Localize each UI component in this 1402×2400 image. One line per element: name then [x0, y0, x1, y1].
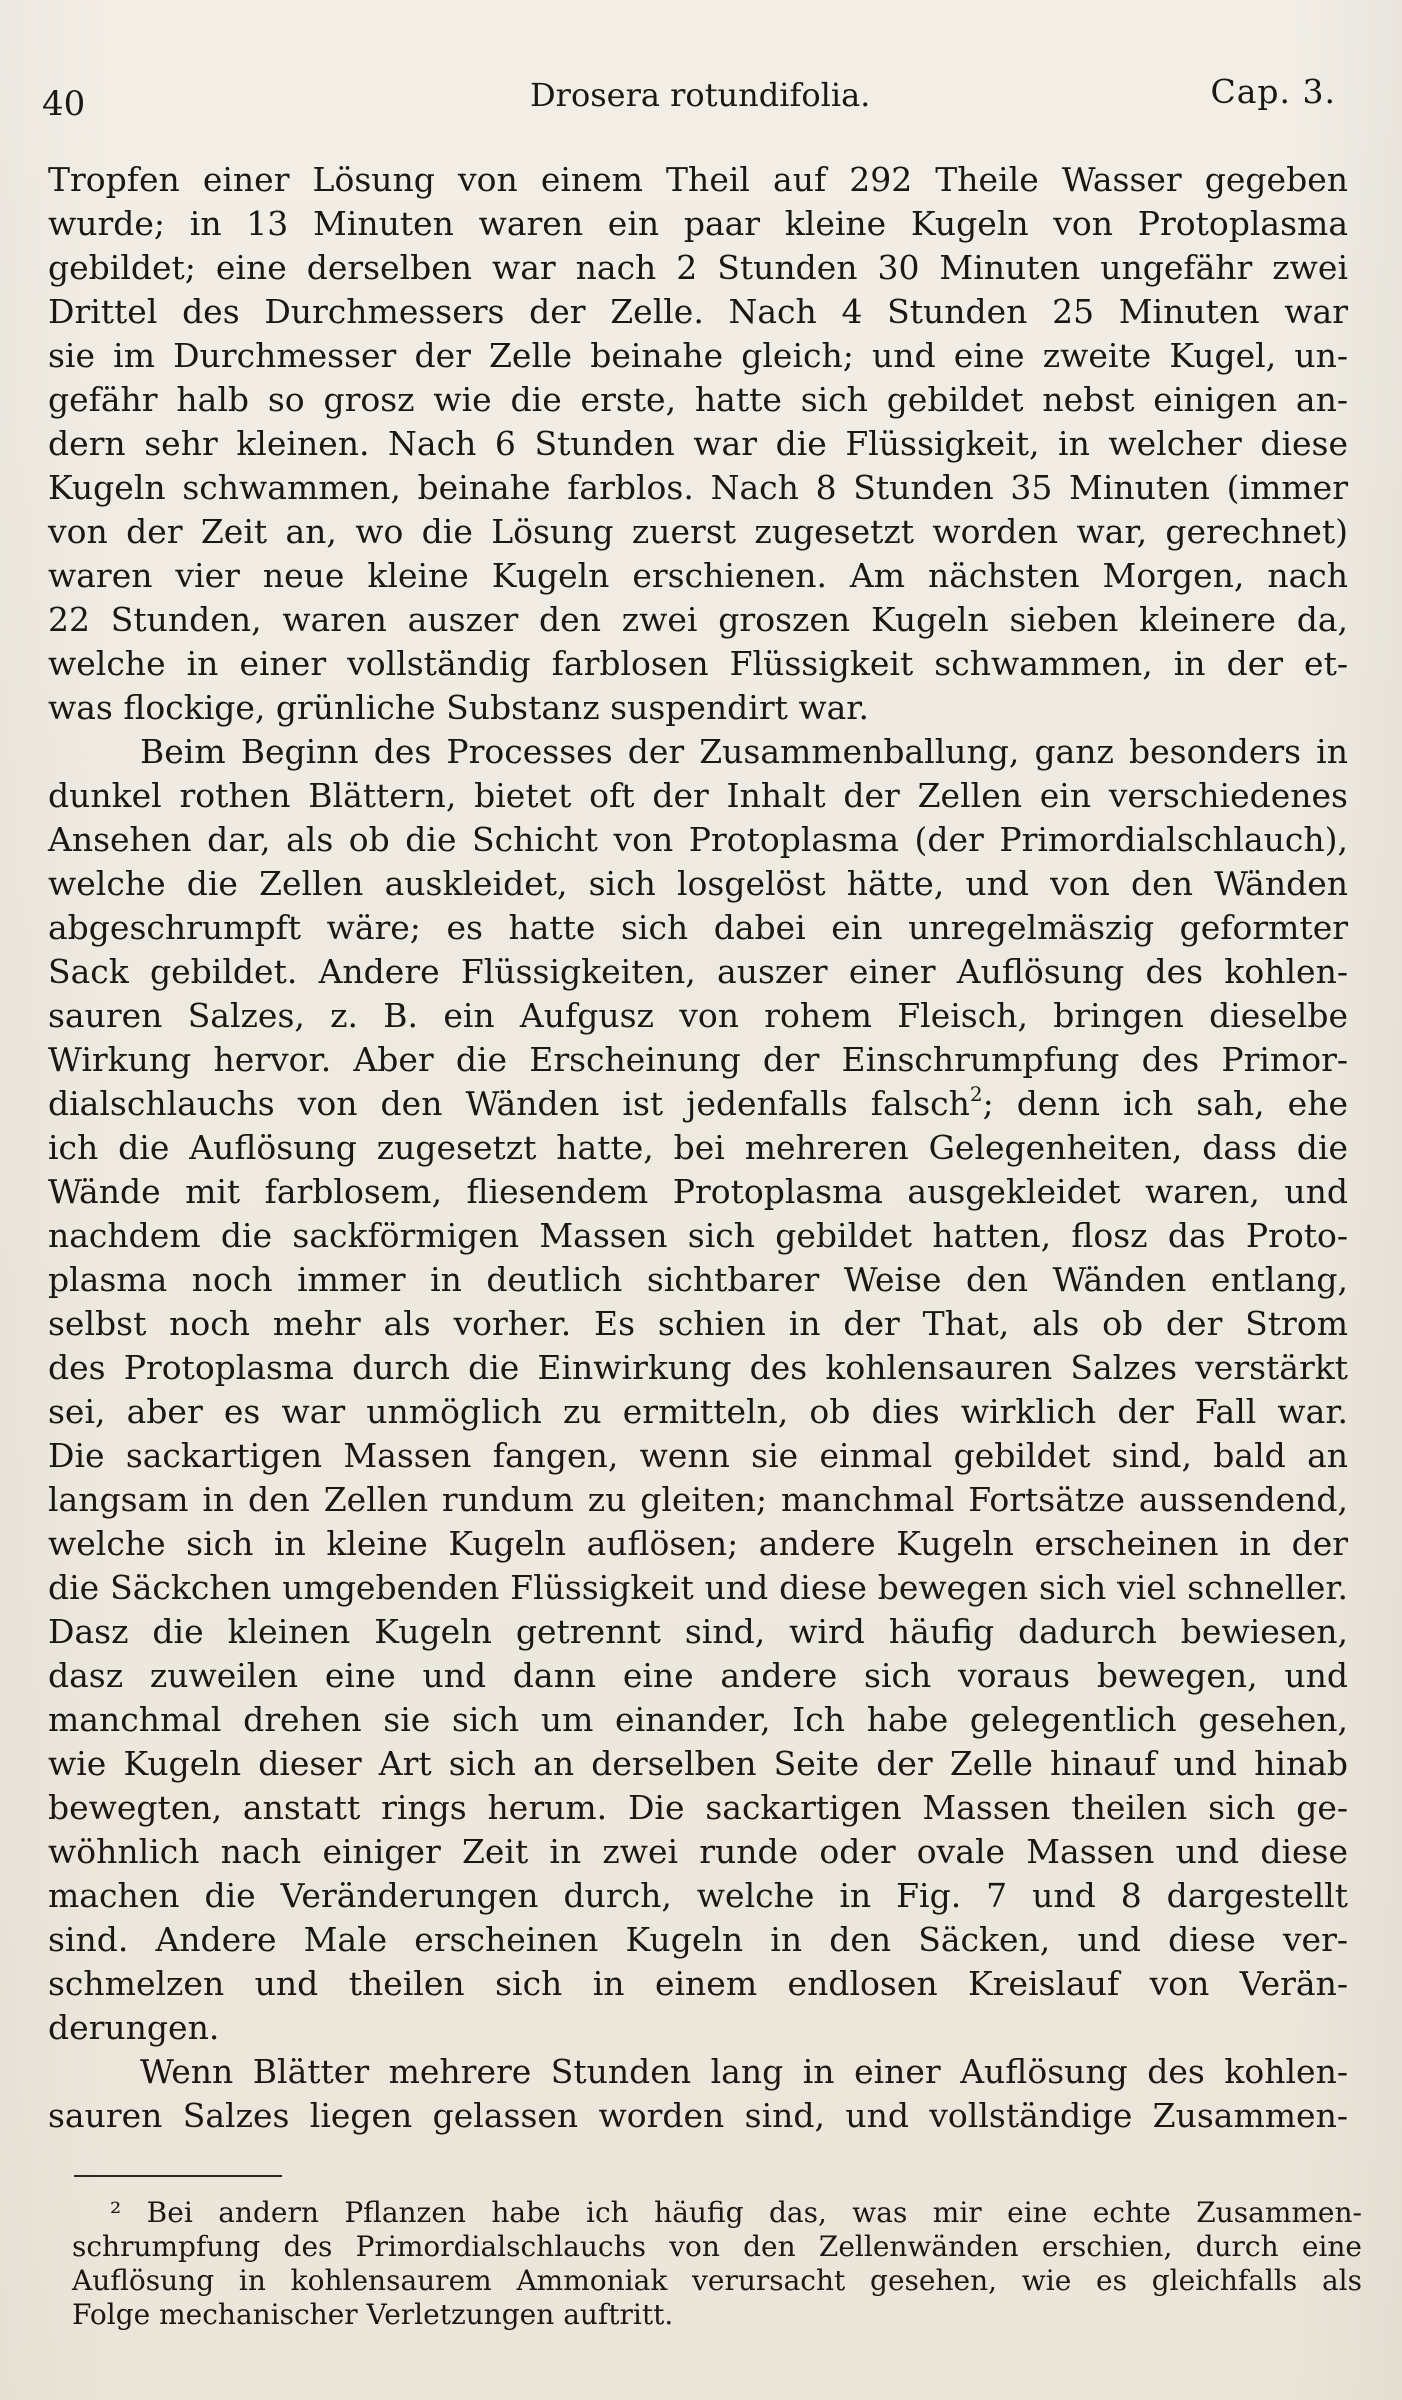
text-line: abgeschrumpft wäre; es hatte sich dabei ein unregelmäszig geformter: [48, 908, 1348, 947]
text-line: Wände mit farblosem, fliesendem Protoplasma ausgekleidet waren, und: [48, 1172, 1348, 1211]
text-line: nachdem die sackförmigen Massen sich gebildet hatten, flosz das Proto-: [48, 1216, 1348, 1255]
text-line: welche in einer vollständig farblosen Flüssigkeit schwammen, in der et-: [48, 644, 1348, 683]
text-line: Drittel des Durchmessers der Zelle. Nach 4 Stunden 25 Minuten war: [48, 292, 1348, 331]
text-line: machen die Veränderungen durch, welche in Fig. 7 und 8 dargestellt: [48, 1876, 1348, 1915]
text-line: bewegten, anstatt rings herum. Die sackartigen Massen theilen sich ge-: [48, 1788, 1348, 1827]
text-line: waren vier neue kleine Kugeln erschienen. Am nächsten Morgen, nach: [48, 556, 1348, 595]
footnote-reference: 2: [969, 1082, 983, 1106]
text-line: sind. Andere Male erscheinen Kugeln in den Säcken, und diese ver-: [48, 1920, 1348, 1959]
text-line: Kugeln schwammen, beinahe farblos. Nach 8 Stunden 35 Minuten (immer: [48, 468, 1348, 507]
main-text: [48, 158, 1348, 2138]
footnote-line: ² Bei andern Pflanzen habe ich häufig das, was mir eine echte Zusammen-: [110, 2196, 1362, 2229]
text-line: des Protoplasma durch die Einwirkung des kohlensauren Salzes verstärkt: [48, 1348, 1348, 1387]
chapter-label: Cap. 3.: [1210, 72, 1336, 111]
footnote-line: Folge mechanischer Verletzungen auftritt.: [72, 2298, 674, 2331]
running-title: Drosera rotundifolia.: [530, 76, 871, 114]
text-line: gefähr halb so grosz wie die erste, hatte sich gebildet nebst einigen an-: [48, 380, 1348, 419]
text-line: dunkel rothen Blättern, bietet oft der Inhalt der Zellen ein verschiedenes: [48, 776, 1348, 815]
text-line: gebildet; eine derselben war nach 2 Stunden 30 Minuten ungefähr zwei: [48, 248, 1348, 287]
footnote-area: [72, 2196, 1362, 2332]
page-number: 40: [42, 84, 86, 124]
footnote-divider: [74, 2175, 282, 2177]
text-line: sei, aber es war unmöglich zu ermitteln, ob dies wirklich der Fall war.: [48, 1392, 1348, 1431]
text-line: 22 Stunden, waren auszer den zwei groszen Kugeln sieben kleinere da,: [48, 600, 1348, 639]
text-line: schmelzen und theilen sich in einem endlosen Kreislauf von Verän-: [48, 1964, 1348, 2003]
text-line: Tropfen einer Lösung von einem Theil auf 292 Theile Wasser gegeben: [48, 160, 1348, 199]
footnote-line: schrumpfung des Primordialschlauchs von den Zellenwänden erschien, durch eine: [72, 2230, 1362, 2263]
text-line: welche die Zellen auskleidet, sich losgelöst hätte, und von den Wänden: [48, 864, 1348, 903]
text-line: von der Zeit an, wo die Lösung zuerst zugesetzt worden war, gerechnet): [48, 512, 1348, 551]
text-line: Dasz die kleinen Kugeln getrennt sind, wird häufig dadurch bewiesen,: [48, 1612, 1348, 1651]
text-line: langsam in den Zellen rundum zu gleiten; manchmal Fortsätze aussendend,: [48, 1480, 1348, 1519]
text-line: sauren Salzes liegen gelassen worden sind, und vollständige Zusammen-: [48, 2096, 1348, 2135]
text-line-segment: ; denn ich sah, ehe: [982, 1084, 1348, 1123]
text-line: wurde; in 13 Minuten waren ein paar kleine Kugeln von Protoplasma: [48, 204, 1348, 243]
text-line-with-footnote-ref: [48, 1082, 1348, 1126]
text-line: plasma noch immer in deutlich sichtbarer Weise den Wänden entlang,: [48, 1260, 1348, 1299]
text-line: Sack gebildet. Andere Flüssigkeiten, auszer einer Auflösung des kohlen-: [48, 952, 1348, 991]
text-line: selbst noch mehr als vorher. Es schien in der That, als ob der Strom: [48, 1304, 1348, 1343]
text-line: wie Kugeln dieser Art sich an derselben Seite der Zelle hinauf und hinab: [48, 1744, 1348, 1783]
text-line: Wirkung hervor. Aber die Erscheinung der Einschrumpfung des Primor-: [48, 1040, 1348, 1079]
text-line: Wenn Blätter mehrere Stunden lang in einer Auflösung des kohlen-: [140, 2052, 1348, 2091]
text-line: derungen.: [48, 2008, 220, 2047]
text-line: dern sehr kleinen. Nach 6 Stunden war die Flüssigkeit, in welcher diese: [48, 424, 1348, 463]
text-line: ich die Auflösung zugesetzt hatte, bei mehreren Gelegenheiten, dass die: [48, 1128, 1348, 1167]
text-line: dasz zuweilen eine und dann eine andere sich voraus bewegen, und: [48, 1656, 1348, 1695]
text-line: die Säckchen umgebenden Flüssigkeit und diese bewegen sich viel schneller.: [48, 1568, 1348, 1607]
text-line: welche sich in kleine Kugeln auflösen; andere Kugeln erscheinen in der: [48, 1524, 1348, 1563]
text-line: wöhnlich nach einiger Zeit in zwei runde oder ovale Massen und diese: [48, 1832, 1348, 1871]
text-line: Beim Beginn des Processes der Zusammenballung, ganz besonders in: [140, 732, 1348, 771]
footnote-line: Auflösung in kohlensaurem Ammoniak verursacht gesehen, wie es gleichfalls als: [72, 2264, 1362, 2297]
text-line: was flockige, grünliche Substanz suspendirt war.: [48, 688, 869, 727]
text-line: Ansehen dar, als ob die Schicht von Protoplasma (der Primordialschlauch),: [48, 820, 1348, 859]
text-line: sauren Salzes, z. B. ein Aufgusz von rohem Fleisch, bringen dieselbe: [48, 996, 1348, 1035]
text-line: Die sackartigen Massen fangen, wenn sie einmal gebildet sind, bald an: [48, 1436, 1348, 1475]
text-line: sie im Durchmesser der Zelle beinahe gleich; und eine zweite Kugel, un-: [48, 336, 1348, 375]
text-line-segment: dialschlauchs von den Wänden ist jedenfalls falsch: [48, 1084, 970, 1123]
text-line: manchmal drehen sie sich um einander, Ich habe gelegentlich gesehen,: [48, 1700, 1348, 1739]
running-head: [42, 72, 1342, 122]
